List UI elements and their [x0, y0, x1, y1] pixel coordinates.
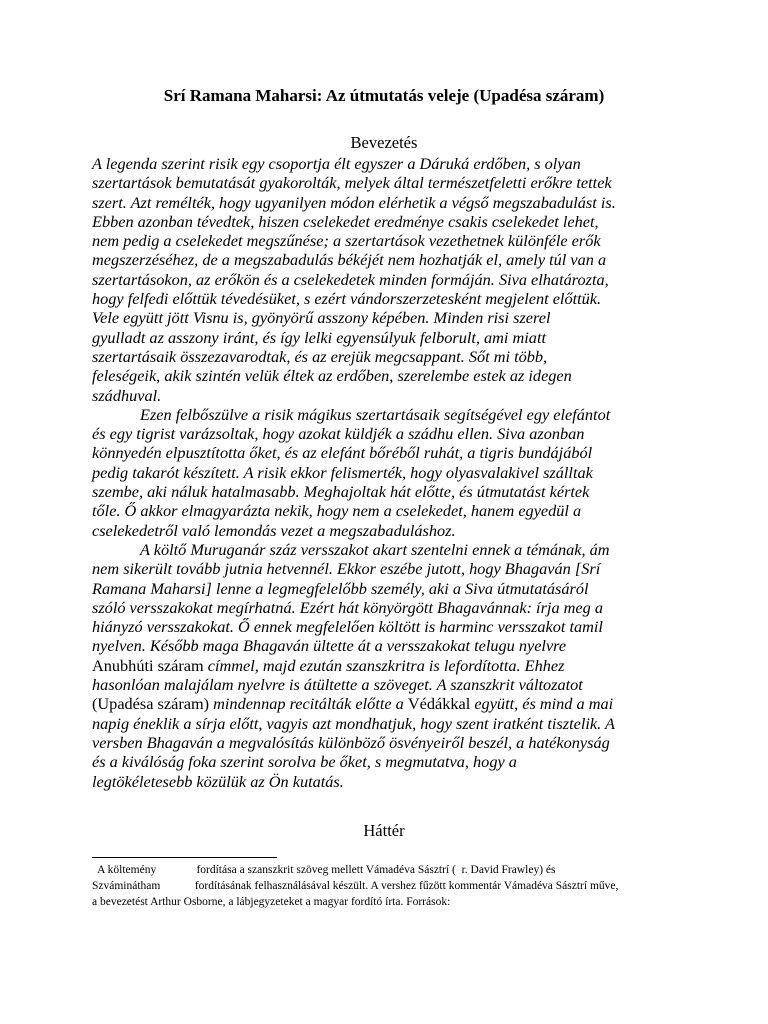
text-segment: hogy felfedi előttük tévedésüket, s ezért vándorszerzetesként megjelent előttük. [92, 289, 602, 309]
text-segment: gyulladt az asszony iránt, és így lelki egyensúlyuk felborult, ami miatt [92, 327, 546, 347]
body-line [92, 270, 692, 289]
footnote-line: Szváminátham fordításának felhasználásával készült. A vershez fűzött kommentár Vámadéva Sásztrí műve, [92, 880, 619, 892]
text-segment: mindennap recitálták előtte a [209, 694, 408, 714]
body-line [92, 598, 692, 617]
text-segment: versben Bhagaván a megvalósítás különböző ösvényeiről beszél, a hatékonyság [92, 732, 610, 752]
body-line [92, 694, 692, 713]
body-line [92, 714, 692, 733]
text-segment: szertartásaik összezavarodtak, és az erejük megcsappant. Sőt mi több, [92, 346, 548, 366]
body-line [92, 154, 692, 173]
text-segment: Anubhúti száram [92, 655, 204, 675]
text-segment: szertartásokon, az erőkön és a cselekedetek minden formáján. Siva elhatározta, [92, 269, 609, 289]
body-paragraphs [92, 154, 692, 791]
text-segment: feleségeik, akik szintén velük éltek az erdőben, szerelembe estek az idegen [92, 366, 572, 386]
text-segment: hiányzó versszakokat. Ő ennek megfelelően költött is harminc versszakot tamil [92, 617, 603, 637]
text-segment: Vele együtt jött Visnu is, gyönyörű asszony képében. Minden risi szerel [92, 308, 551, 328]
body-line [92, 231, 692, 250]
body-line [92, 579, 692, 598]
body-line [92, 212, 692, 231]
body-line [92, 405, 692, 424]
text-segment: szembe, aki náluk hatalmasabb. Meghajoltak hát előtte, és útmutatást kértek [92, 482, 590, 502]
text-segment: A legenda szerint risik egy csoportja élt egyszer a Dáruká erdőben, s olyan [92, 154, 581, 173]
body-line [92, 521, 692, 540]
body-line [92, 752, 692, 771]
footnote-line: A költemény fordítása a szanszkrit szöveg mellett Vámadéva Sásztrí ( r. David Frawley) és [92, 864, 556, 876]
text-segment: megszerzéséhez, de a megszabadulás békéjét nem hozhatják el, amely túl van a [92, 250, 607, 270]
body-line [92, 675, 692, 694]
body-line [92, 463, 692, 482]
text-segment: pedig takarót készített. A risik ekkor felismerték, hogy olyasvalakivel szálltak [92, 462, 593, 482]
body-line [92, 347, 692, 366]
text-segment: napig éneklik a sírja előtt, vagyis azt mondhatjuk, hogy szent iratként tisztelik. A [92, 713, 615, 733]
body-line [92, 540, 692, 559]
body-line [92, 656, 692, 675]
text-segment: szertartások bemutatását gyakorolták, melyek által természetfeletti erőkre tettek [92, 173, 612, 193]
body-line [92, 443, 692, 462]
body-line [92, 617, 692, 636]
text-segment: szert. Azt remélték, hogy ugyanilyen módon elérhetik a végső megszabadulást is. [92, 192, 616, 212]
body-line [92, 308, 692, 327]
body-line [92, 328, 692, 347]
body-line [92, 559, 692, 578]
text-segment: (Upadésa száram) [92, 694, 210, 714]
text-segment: hasonlóan malajálam nyelvre is átültette a szöveget. A szanszkrit változatot [92, 675, 583, 695]
body-line [92, 733, 692, 752]
text-segment: Ramana Maharsi] lenne a legmegfelelőbb személy, aki a Siva útmutatásáról [92, 578, 589, 598]
text-segment: cselekedetről való lemondás vezet a megszabaduláshoz. [92, 520, 456, 540]
body-line [92, 173, 692, 192]
text-segment: A költő Muruganár száz versszakot akart szentelni ennek a témának, ám [140, 539, 610, 559]
document-title: Srí Ramana Maharsi: Az útmutatás veleje (Upadésa száram) [163, 86, 605, 105]
body-line [92, 250, 692, 269]
text-segment: legtökéletesebb közülük az Ön kutatás. [92, 771, 344, 791]
body-line [92, 386, 692, 405]
text-segment: szádhuval. [92, 385, 162, 405]
text-segment: Védákkal [407, 694, 471, 714]
body-line [92, 636, 692, 655]
body-line [92, 193, 692, 212]
text-segment: nem sikerült tovább jutnia hetvennél. Ekkor eszébe jutott, hogy Bhagaván [Srí [92, 559, 601, 579]
text-segment: nem pedig a cselekedet megszűnése; a szertartások vezethetnek különféle erők [92, 231, 601, 251]
section-heading-bevezetes: Bevezetés [350, 133, 418, 152]
text-segment: címmel, majd ezután szanszkritra is lefordította. Ehhez [203, 655, 565, 675]
text-segment: és a kiválóság foka szerint sorolva be őket, s megmutatva, hogy a [92, 752, 517, 772]
body-line [92, 501, 692, 520]
text-segment: és egy tigrist varázsoltak, hogy azokat küldjék a szádhu ellen. Siva azonban [92, 424, 585, 444]
text-segment: tőle. Ő akkor elmagyarázta nekik, hogy nem a cselekedet, hanem egyedül a [92, 501, 582, 521]
text-segment: Ezen felbőszülve a risik mágikus szertartásaik segítségével egy elefántot [140, 404, 611, 424]
text-segment: együtt, és mind a mai [470, 694, 614, 714]
footnote-separator [92, 857, 277, 858]
body-line [92, 366, 692, 385]
text-segment: szóló versszakokat megírhatná. Ezért hát könyörgött Bhagavánnak: írja meg a [92, 597, 603, 617]
body-line [92, 289, 692, 308]
body-line [92, 424, 692, 443]
text-segment: könnyedén elpusztította őket, és az elefánt bőréből ruhát, a tigris bundájából [92, 443, 593, 463]
text-segment: Ebben azonban tévedtek, hiszen cselekedet eredménye csakis cselekedet lehet, [92, 211, 599, 231]
body-line [92, 482, 692, 501]
body-line [92, 772, 692, 791]
section-heading-hatter: Háttér [363, 821, 405, 840]
footnote [92, 862, 692, 910]
text-segment: nyelven. Később maga Bhagaván ültette át a versszakokat telugu nyelvre [92, 636, 567, 656]
footnote-line: a bevezetést Arthur Osborne, a lábjegyzeteket a magyar fordító írta. Források: [92, 896, 451, 908]
